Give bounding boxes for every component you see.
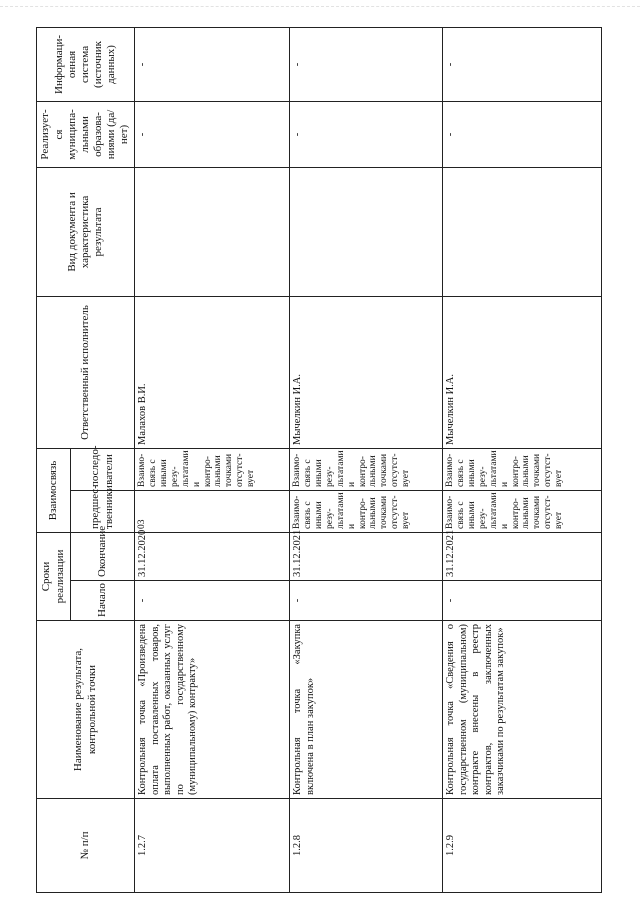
header-num: № п/п [37, 799, 135, 893]
header-start: Начало [71, 581, 135, 621]
row-infosys: - [443, 27, 602, 101]
row-end: 31.12.2020 [135, 532, 290, 580]
header-responsible: Ответственный исполнитель [37, 296, 135, 448]
row-prev: Взаимо-связь с иными резу-льтатами и контро-льными точками отсутст-вует [443, 490, 602, 532]
header-name: Наименование результата, контрольной точки [37, 621, 135, 799]
row-municipal: - [290, 101, 443, 167]
row-end: 31.12.2021 [290, 532, 443, 580]
table-row [290, 27, 443, 892]
row-next: Взаимо-связь с иными резу-льтатами и контро-льными точками отсутст-вует [135, 448, 290, 490]
row-municipal: - [135, 101, 290, 167]
table-row [443, 27, 602, 892]
header-infosys: Информаци-онная система (источник данных) [37, 27, 135, 101]
header-dates: Сроки реализации [37, 532, 71, 620]
header-municipal: Реализует-ся муниципа-льными образова-ниями (да/нет) [37, 101, 135, 167]
row-name: Контрольная точка «Закупка включена в план закупок» [290, 621, 443, 799]
row-start: - [290, 581, 443, 621]
row-responsible: Малахов В.И. [135, 296, 290, 448]
header-next: последо-ватели [71, 448, 135, 490]
row-responsible: Мычелкин И.А. [290, 296, 443, 448]
row-municipal: - [443, 101, 602, 167]
row-end: 31.12.2021 [443, 532, 602, 580]
row-next: Взаимо-связь с иными резу-льтатами и контро-льными точками отсутст-вует [443, 448, 602, 490]
row-name: Контрольная точка «Произведена оплата поставленных товаров, выполненных работ, оказанных услуг по государственному (муниципальному) контракту» [135, 621, 290, 799]
header-prev: предшес-твенники [71, 490, 135, 532]
row-num: 1.2.9 [443, 799, 602, 893]
row-num: 1.2.7 [135, 799, 290, 893]
plan-table [36, 27, 602, 893]
header-relation: Взаимосвязь [37, 448, 71, 532]
row-num: 1.2.8 [290, 799, 443, 893]
row-doc [443, 167, 602, 296]
row-start: - [443, 581, 602, 621]
row-prev: 03 [135, 490, 290, 532]
row-start: - [135, 581, 290, 621]
row-name: Контрольная точка «Сведения о государственном (муниципальном) контракте внесены в реестр контрактов, заключенных заказчиками по результатам закупок» [443, 621, 602, 799]
row-doc [135, 167, 290, 296]
scan-edge-line [0, 6, 640, 7]
rotated-table-page [36, 28, 601, 893]
row-responsible: Мычелкин И.А. [443, 296, 602, 448]
header-end: Окончание [71, 532, 135, 580]
header-doc: Вид документа и характеристика результата [37, 167, 135, 296]
row-prev: Взаимо-связь с иными резу-льтатами и контро-льными точками отсутст-вует [290, 490, 443, 532]
table-row [135, 27, 290, 892]
row-infosys: - [135, 27, 290, 101]
row-doc [290, 167, 443, 296]
row-infosys: - [290, 27, 443, 101]
row-next: Взаимо-связь с иными резу-льтатами и контро-льными точками отсутст-вует [290, 448, 443, 490]
